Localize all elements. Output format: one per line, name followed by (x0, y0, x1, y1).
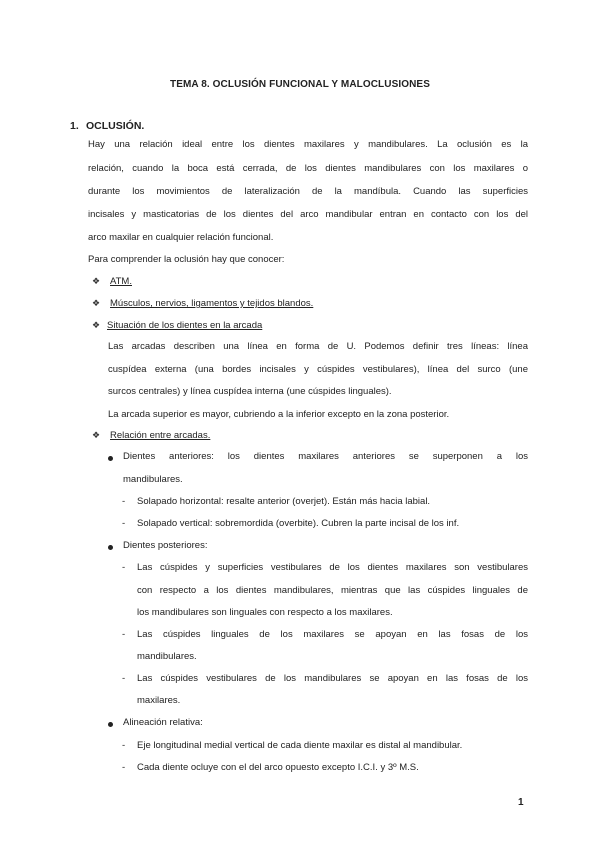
document-title: TEMA 8. OCLUSIÓN FUNCIONAL Y MALOCLUSIONES (170, 79, 430, 90)
item-musculos: Músculos, nervios, ligamentos y tejidos blandos. (110, 298, 314, 309)
dash-bullet-icon: - (122, 629, 126, 640)
posteriores-sub1-line: Las cúspides y superficies vestibulares de los dientes maxilares son vestibulares (137, 562, 528, 573)
item-atm: ATM. (110, 276, 132, 287)
diamond-bullet-icon: ❖ (92, 276, 101, 286)
dash-bullet-icon: - (122, 518, 126, 529)
posteriores-sub1-line: los mandibulares son linguales con respecto a los maxilares. (137, 607, 393, 618)
posteriores-label: Dientes posteriores: (123, 540, 208, 551)
section-number: 1. (70, 120, 79, 132)
anteriores-sub: Solapado vertical: sobremordida (overbite). Cubren la parte incisal de los inf. (137, 518, 460, 529)
situacion-line: La arcada superior es mayor, cubriendo a la inferior excepto en la zona posterior. (108, 409, 450, 420)
posteriores-sub3-line: maxilares. (137, 695, 181, 706)
section-heading (70, 120, 144, 132)
round-bullet-icon (108, 722, 113, 727)
intro-line: durante los movimientos de lateralización de la mandíbula. Cuando las superficies (88, 186, 528, 197)
dash-bullet-icon: - (122, 740, 126, 751)
lead-in-text: Para comprender la oclusión hay que conocer: (88, 254, 285, 265)
posteriores-sub3-line: Las cúspides vestibulares de los mandibulares se apoyan en las fosas de los (137, 673, 528, 684)
situacion-line: cuspídea externa (una bordes incisales y cúspides vestibulares), línea del surco (une (108, 364, 528, 375)
page-number: 1 (518, 797, 524, 808)
intro-line: relación, cuando la boca está cerrada, de los dientes mandibulares con los maxilares o (88, 163, 528, 174)
intro-line: incisales y masticatorias de los dientes del arco mandibular entran en contacto con los del (88, 209, 528, 220)
dash-bullet-icon: - (122, 496, 126, 507)
round-bullet-icon (108, 456, 113, 461)
anteriores-sub: Solapado horizontal: resalte anterior (overjet). Están más hacia labial. (137, 496, 431, 507)
diamond-bullet-icon: ❖ (92, 430, 101, 440)
situacion-line: Las arcadas describen una línea en forma de U. Podemos definir tres líneas: línea (108, 341, 528, 352)
diamond-bullet-icon: ❖ (92, 320, 101, 330)
section-heading-text: OCLUSIÓN. (86, 120, 145, 132)
alineacion-sub: Eje longitudinal medial vertical de cada diente maxilar es distal al mandibular. (137, 740, 463, 751)
posteriores-sub2-line: Las cúspides linguales de los maxilares se apoyan en las fosas de los (137, 629, 528, 640)
item-situacion: Situación de los dientes en la arcada (107, 320, 263, 331)
alineacion-sub: Cada diente ocluye con el del arco opuesto excepto I.C.I. y 3º M.S. (137, 762, 419, 773)
posteriores-sub2-line: mandibulares. (137, 651, 197, 662)
alineacion-label: Alineación relativa: (123, 717, 203, 728)
anteriores-line: Dientes anteriores: los dientes maxilares anteriores se superponen a los (123, 451, 528, 462)
dash-bullet-icon: - (122, 673, 126, 684)
item-relacion: Relación entre arcadas. (110, 430, 211, 441)
intro-line: arco maxilar en cualquier relación funcional. (88, 232, 274, 243)
dash-bullet-icon: - (122, 762, 126, 773)
situacion-line: surcos centrales) y línea cuspídea interna (une cúspides linguales). (108, 386, 392, 397)
dash-bullet-icon: - (122, 562, 126, 573)
round-bullet-icon (108, 545, 113, 550)
anteriores-line: mandibulares. (123, 474, 183, 485)
diamond-bullet-icon: ❖ (92, 298, 101, 308)
intro-line: Hay una relación ideal entre los dientes maxilares y mandibulares. La oclusión es la (88, 139, 528, 150)
posteriores-sub1-line: con respecto a los dientes mandibulares, mientras que las cúspides linguales de (137, 585, 528, 596)
